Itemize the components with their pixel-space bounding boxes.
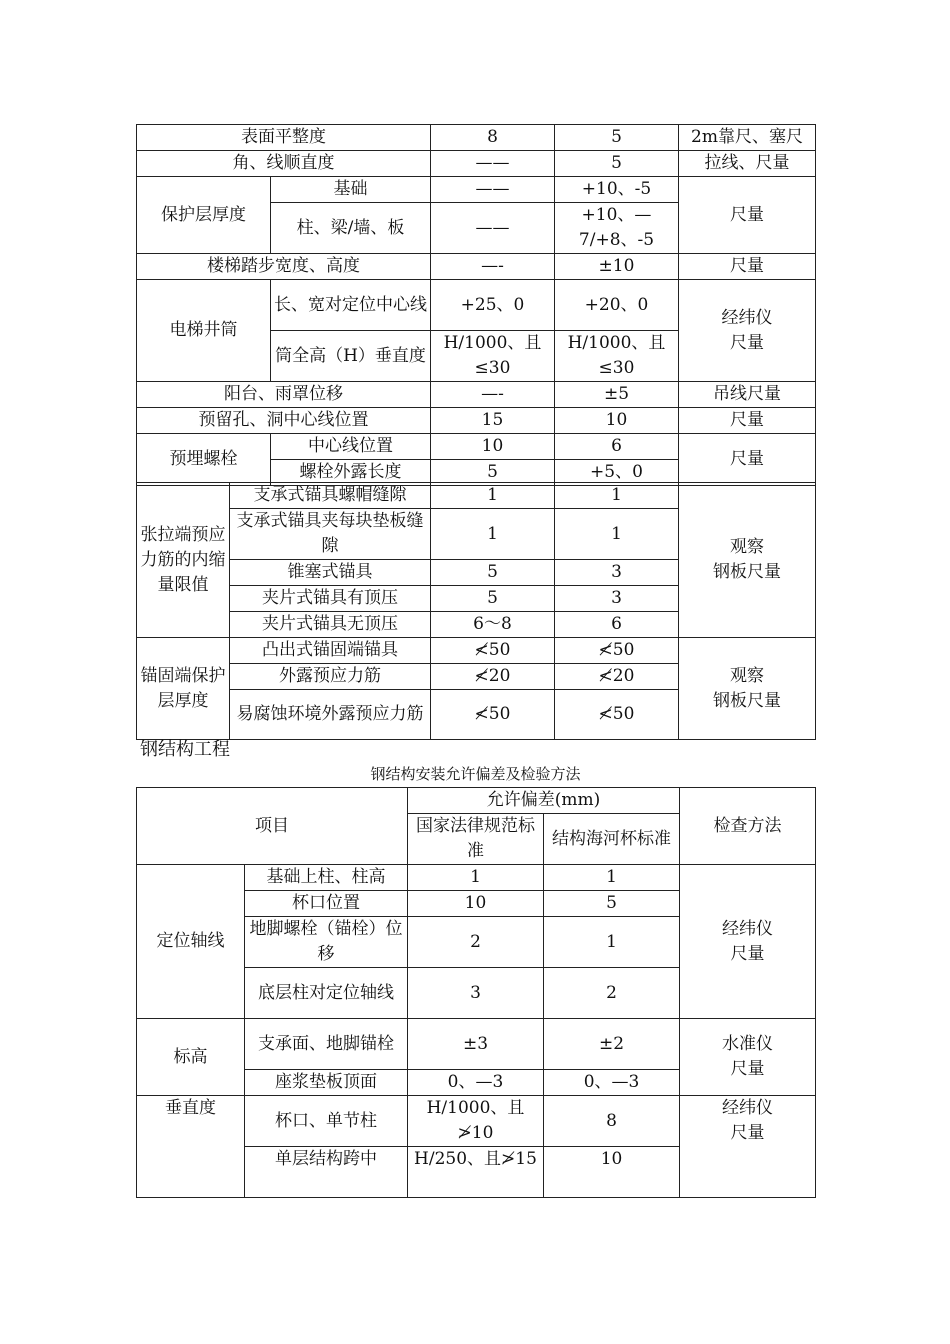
- table-row: [137, 151, 816, 177]
- company-value: 3: [555, 586, 679, 612]
- table-row: [137, 177, 816, 203]
- national-value: 2: [408, 917, 544, 968]
- national-value: 6～8: [431, 612, 555, 638]
- national-value: 8: [431, 125, 555, 151]
- group-cell: 张拉端预应力筋的内缩量限值: [137, 483, 230, 638]
- company-value: 3: [555, 560, 679, 586]
- sub-item-cell: 地脚螺栓（锚栓）位移: [245, 917, 408, 968]
- table-row: [137, 280, 816, 331]
- national-value: 3: [408, 968, 544, 1019]
- method-cell: 经纬仪 尺量: [680, 1096, 816, 1198]
- company-value: ±5: [555, 382, 679, 408]
- company-value: 5: [555, 151, 679, 177]
- method-cell: 观察 钢板尺量: [679, 483, 816, 638]
- method-cell: 经纬仪 尺量: [680, 865, 816, 1019]
- method-cell: 拉线、尺量: [679, 151, 816, 177]
- group-cell: 锚固端保护层厚度: [137, 638, 230, 740]
- national-value: 5: [431, 586, 555, 612]
- sub-item-cell: 锥塞式锚具: [230, 560, 431, 586]
- item-cell: 楼梯踏步宽度、高度: [137, 254, 431, 280]
- national-value: ±3: [408, 1019, 544, 1070]
- company-value: 1: [544, 865, 680, 891]
- table-row: [137, 1096, 816, 1147]
- table-row: [137, 865, 816, 891]
- sub-item-cell: 外露预应力筋: [230, 664, 431, 690]
- table-row: [137, 125, 816, 151]
- method-cell: 经纬仪 尺量: [679, 280, 816, 382]
- national-value: ≮50: [431, 638, 555, 664]
- sub-item-cell: 柱、梁/墙、板: [271, 203, 431, 254]
- sub-item-cell: 中心线位置: [271, 434, 431, 460]
- method-cell: 尺量: [679, 408, 816, 434]
- method-cell: 尺量: [679, 434, 816, 486]
- table-title: 钢结构安装允许偏差及检验方法: [370, 765, 581, 783]
- item-cell: 表面平整度: [137, 125, 431, 151]
- sub-item-cell: 螺栓外露长度: [271, 460, 431, 486]
- company-value: +10、-5: [555, 177, 679, 203]
- item-cell: 阳台、雨罩位移: [137, 382, 431, 408]
- company-value: +10、—7/+8、-5: [555, 203, 679, 254]
- section-heading: 钢结构工程: [140, 739, 230, 760]
- method-cell: 观察 钢板尺量: [679, 638, 816, 740]
- national-value: H/1000、且≯10: [408, 1096, 544, 1147]
- sub-item-cell: 杯口位置: [245, 891, 408, 917]
- sub-item-cell: 筒全高（H）垂直度: [271, 331, 431, 382]
- sub-item-cell: 支承式锚具螺帽缝隙: [230, 483, 431, 509]
- national-value: 5: [431, 560, 555, 586]
- company-value: 6: [555, 434, 679, 460]
- national-value: 1: [408, 865, 544, 891]
- sub-item-cell: 座浆垫板顶面: [245, 1070, 408, 1096]
- group-cell: 标高: [137, 1019, 245, 1096]
- method-cell: 尺量: [679, 177, 816, 254]
- national-value: H/250、且≯15: [408, 1147, 544, 1198]
- company-value: 1: [555, 483, 679, 509]
- national-value: 0、—3: [408, 1070, 544, 1096]
- company-value: 6: [555, 612, 679, 638]
- table-row: [137, 434, 816, 460]
- table-row: [137, 408, 816, 434]
- company-value: 8: [544, 1096, 680, 1147]
- national-value: ——: [431, 177, 555, 203]
- sub-item-cell: 夹片式锚具无顶压: [230, 612, 431, 638]
- header-item: 项目: [137, 788, 408, 865]
- national-value: —-: [431, 254, 555, 280]
- group-cell: 垂直度: [137, 1096, 245, 1198]
- table-row: [137, 1019, 816, 1070]
- company-value: 1: [544, 917, 680, 968]
- method-cell: 2m靠尺、塞尺: [679, 125, 816, 151]
- national-value: 15: [431, 408, 555, 434]
- table-row: [137, 254, 816, 280]
- header-company: 结构海河杯标准: [544, 814, 680, 865]
- company-value: H/1000、且≤30: [555, 331, 679, 382]
- company-value: 1: [555, 509, 679, 560]
- sub-item-cell: 夹片式锚具有顶压: [230, 586, 431, 612]
- national-value: 1: [431, 483, 555, 509]
- header-row: [137, 788, 816, 814]
- company-value: 10: [555, 408, 679, 434]
- method-cell: 水准仪 尺量: [680, 1019, 816, 1096]
- group-cell: 定位轴线: [137, 865, 245, 1019]
- sub-item-cell: 长、宽对定位中心线: [271, 280, 431, 331]
- method-cell: 吊线尺量: [679, 382, 816, 408]
- group-cell: 预埋螺栓: [137, 434, 271, 486]
- company-value: +20、0: [555, 280, 679, 331]
- national-value: —-: [431, 382, 555, 408]
- company-value: 0、—3: [544, 1070, 680, 1096]
- table-row: [137, 382, 816, 408]
- company-value: 5: [555, 125, 679, 151]
- national-value: 1: [431, 509, 555, 560]
- company-value: 10: [544, 1147, 680, 1198]
- company-value: 2: [544, 968, 680, 1019]
- company-value: ±10: [555, 254, 679, 280]
- item-cell: 预留孔、洞中心线位置: [137, 408, 431, 434]
- company-value: 5: [544, 891, 680, 917]
- table-row: [137, 483, 816, 509]
- national-value: 10: [431, 434, 555, 460]
- header-national: 国家法律规范标准: [408, 814, 544, 865]
- header-method: 检查方法: [680, 788, 816, 865]
- prestress-tolerance-table: [136, 482, 816, 740]
- national-value: ≮50: [431, 690, 555, 740]
- sub-item-cell: 单层结构跨中: [245, 1147, 408, 1198]
- group-cell: 保护层厚度: [137, 177, 271, 254]
- company-value: ±2: [544, 1019, 680, 1070]
- sub-item-cell: 支承面、地脚锚栓: [245, 1019, 408, 1070]
- company-value: ≮50: [555, 690, 679, 740]
- national-value: +25、0: [431, 280, 555, 331]
- national-value: ——: [431, 203, 555, 254]
- sub-item-cell: 凸出式锚固端锚具: [230, 638, 431, 664]
- national-value: H/1000、且≤30: [431, 331, 555, 382]
- sub-item-cell: 易腐蚀环境外露预应力筋: [230, 690, 431, 740]
- sub-item-cell: 底层柱对定位轴线: [245, 968, 408, 1019]
- concrete-tolerance-table: [136, 124, 816, 486]
- sub-item-cell: 基础: [271, 177, 431, 203]
- item-cell: 角、线顺直度: [137, 151, 431, 177]
- company-value: ≮50: [555, 638, 679, 664]
- sub-item-cell: 杯口、单节柱: [245, 1096, 408, 1147]
- header-tolerance: 允许偏差(mm): [408, 788, 680, 814]
- group-cell: 电梯井筒: [137, 280, 271, 382]
- national-value: 10: [408, 891, 544, 917]
- company-value: ≮20: [555, 664, 679, 690]
- company-value: +5、0: [555, 460, 679, 486]
- steel-tolerance-table: [136, 787, 816, 1198]
- table-row: [137, 638, 816, 664]
- sub-item-cell: 支承式锚具夹每块垫板缝隙: [230, 509, 431, 560]
- national-value: ≮20: [431, 664, 555, 690]
- national-value: ——: [431, 151, 555, 177]
- national-value: 5: [431, 460, 555, 486]
- sub-item-cell: 基础上柱、柱高: [245, 865, 408, 891]
- method-cell: 尺量: [679, 254, 816, 280]
